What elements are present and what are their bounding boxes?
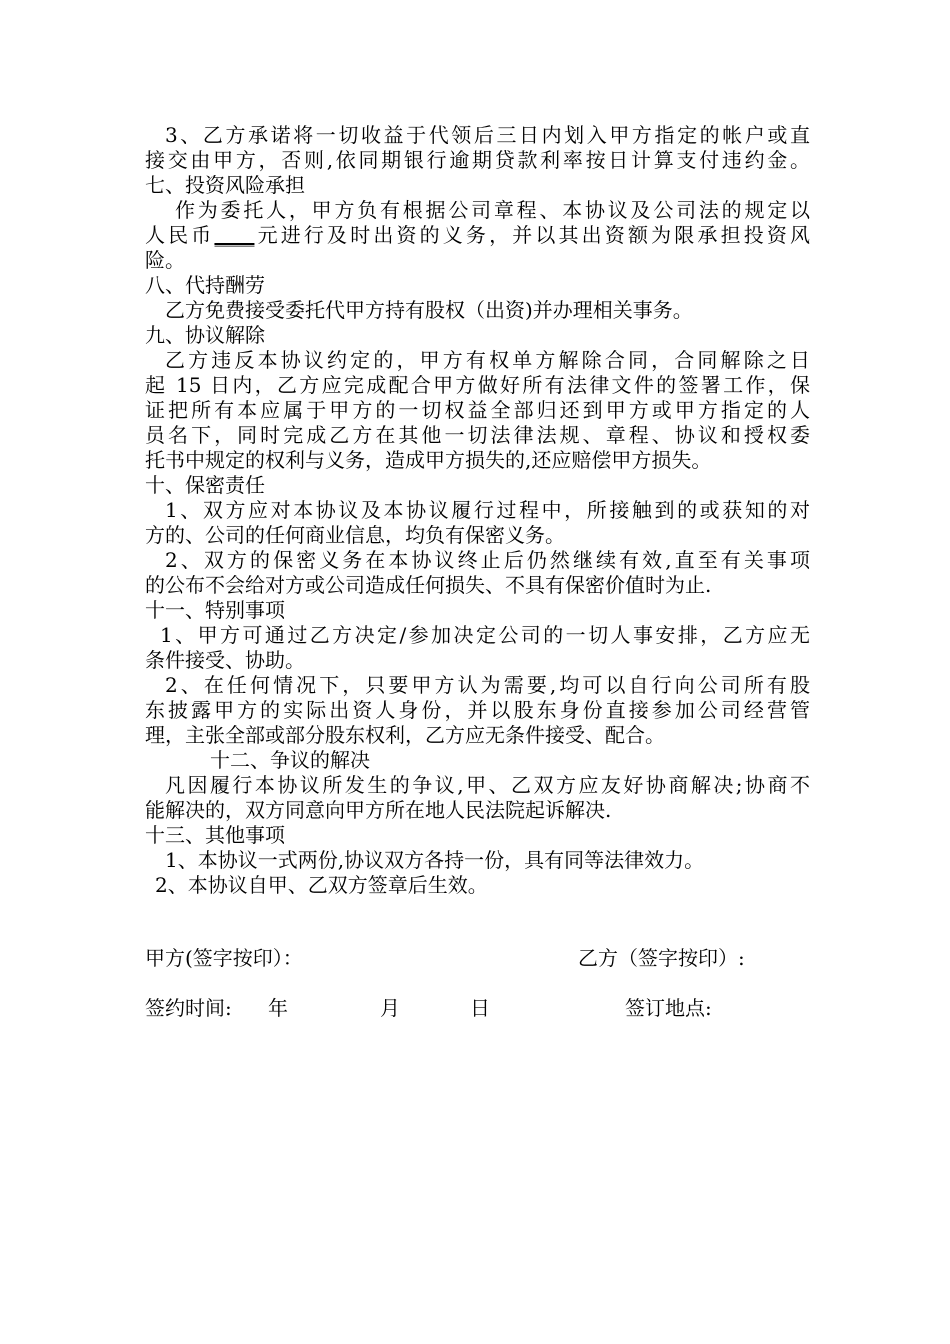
clause-line: 的公布不会给对方或公司造成任何损失、不具有保密价值时为止.	[145, 573, 712, 597]
clause-line: 险。	[145, 248, 185, 272]
clause-line: 条件接受、协助。	[145, 648, 305, 672]
section-heading: 十三、其他事项	[145, 823, 285, 847]
clause-line: 能解决的，双方同意向甲方所在地人民法院起诉解决.	[145, 798, 612, 822]
clause-line: 乙方违反本协议约定的，甲方有权单方解除合同，合同解除之日	[165, 348, 810, 372]
section-heading: 十一、特别事项	[145, 598, 285, 622]
clause-line: 员名下，同时完成乙方在其他一切法律法规、章程、协议和授权委	[145, 423, 810, 447]
clause-line: 乙方免费接受委托代甲方持有股权（出资)并办理相关事务。	[165, 298, 693, 322]
clause-line: 2、在任何情况下，只要甲方认为需要,均可以自行向公司所有股	[165, 673, 810, 697]
clause-line: 1、甲方可通过乙方决定/参加决定公司的一切人事安排，乙方应无	[160, 623, 810, 647]
sign-year: 年	[268, 996, 288, 1020]
clause-line: 接交由甲方，否则,依同期银行逾期贷款利率按日计算支付违约金。	[145, 148, 810, 172]
clause-line: 起 15 日内，乙方应完成配合甲方做好所有法律文件的签署工作，保	[145, 373, 810, 397]
amount-blank: ____	[214, 223, 255, 247]
section-heading: 九、协议解除	[145, 323, 265, 347]
clause-line: 托书中规定的权利与义务，造成甲方损失的,还应赔偿甲方损失。	[145, 448, 712, 472]
clause-line: 1、本协议一式两份,协议双方各持一份，具有同等法律效力。	[165, 848, 705, 872]
sign-time-label: 签约时间:	[145, 996, 232, 1020]
signature-row	[145, 945, 845, 971]
agreement-body	[145, 123, 810, 898]
signing-date-row	[145, 995, 845, 1021]
section-heading: 十二、争议的解决	[210, 748, 370, 772]
sign-month: 月	[380, 996, 400, 1020]
clause-line: 作为委托人，甲方负有根据公司章程、本协议及公司法的规定以	[175, 198, 810, 222]
clause-line: 方的、公司的任何商业信息，均负有保密义务。	[145, 523, 565, 547]
sign-place-label: 签订地点:	[625, 996, 712, 1020]
clause-line: 2、本协议自甲、乙双方签章后生效。	[155, 873, 488, 897]
clause-line: 理，主张全部或部分股东权利，乙方应无条件接受、配合。	[145, 723, 665, 747]
clause-line: 1、双方应对本协议及本协议履行过程中，所接触到的或获知的对	[165, 498, 810, 522]
clause-line	[145, 223, 810, 248]
section-heading: 十、保密责任	[145, 473, 265, 497]
clause-line: 凡因履行本协议所发生的争议,甲、乙双方应友好协商解决;协商不	[165, 773, 810, 797]
clause-line: 东披露甲方的实际出资人身份，并以股东身份直接参加公司经营管	[145, 698, 810, 722]
clause-line: 2、双方的保密义务在本协议终止后仍然继续有效,直至有关事项	[165, 548, 810, 572]
clause-line: 3、乙方承诺将一切收益于代领后三日内划入甲方指定的帐户或直	[165, 123, 810, 147]
clause-text: 人民币	[145, 223, 215, 247]
party-a-signature-label: 甲方(签字按印）：	[145, 946, 303, 970]
section-heading: 八、代持酬劳	[145, 273, 265, 297]
party-b-signature-label: 乙方（签字按印）:	[578, 946, 745, 970]
sign-day: 日	[470, 996, 490, 1020]
clause-line: 证把所有本应属于甲方的一切权益全部归还到甲方或甲方指定的人	[145, 398, 810, 422]
section-heading: 七、投资风险承担	[145, 173, 305, 197]
clause-text: 元进行及时出资的义务，并以其出资额为限承担投资风	[254, 223, 811, 247]
